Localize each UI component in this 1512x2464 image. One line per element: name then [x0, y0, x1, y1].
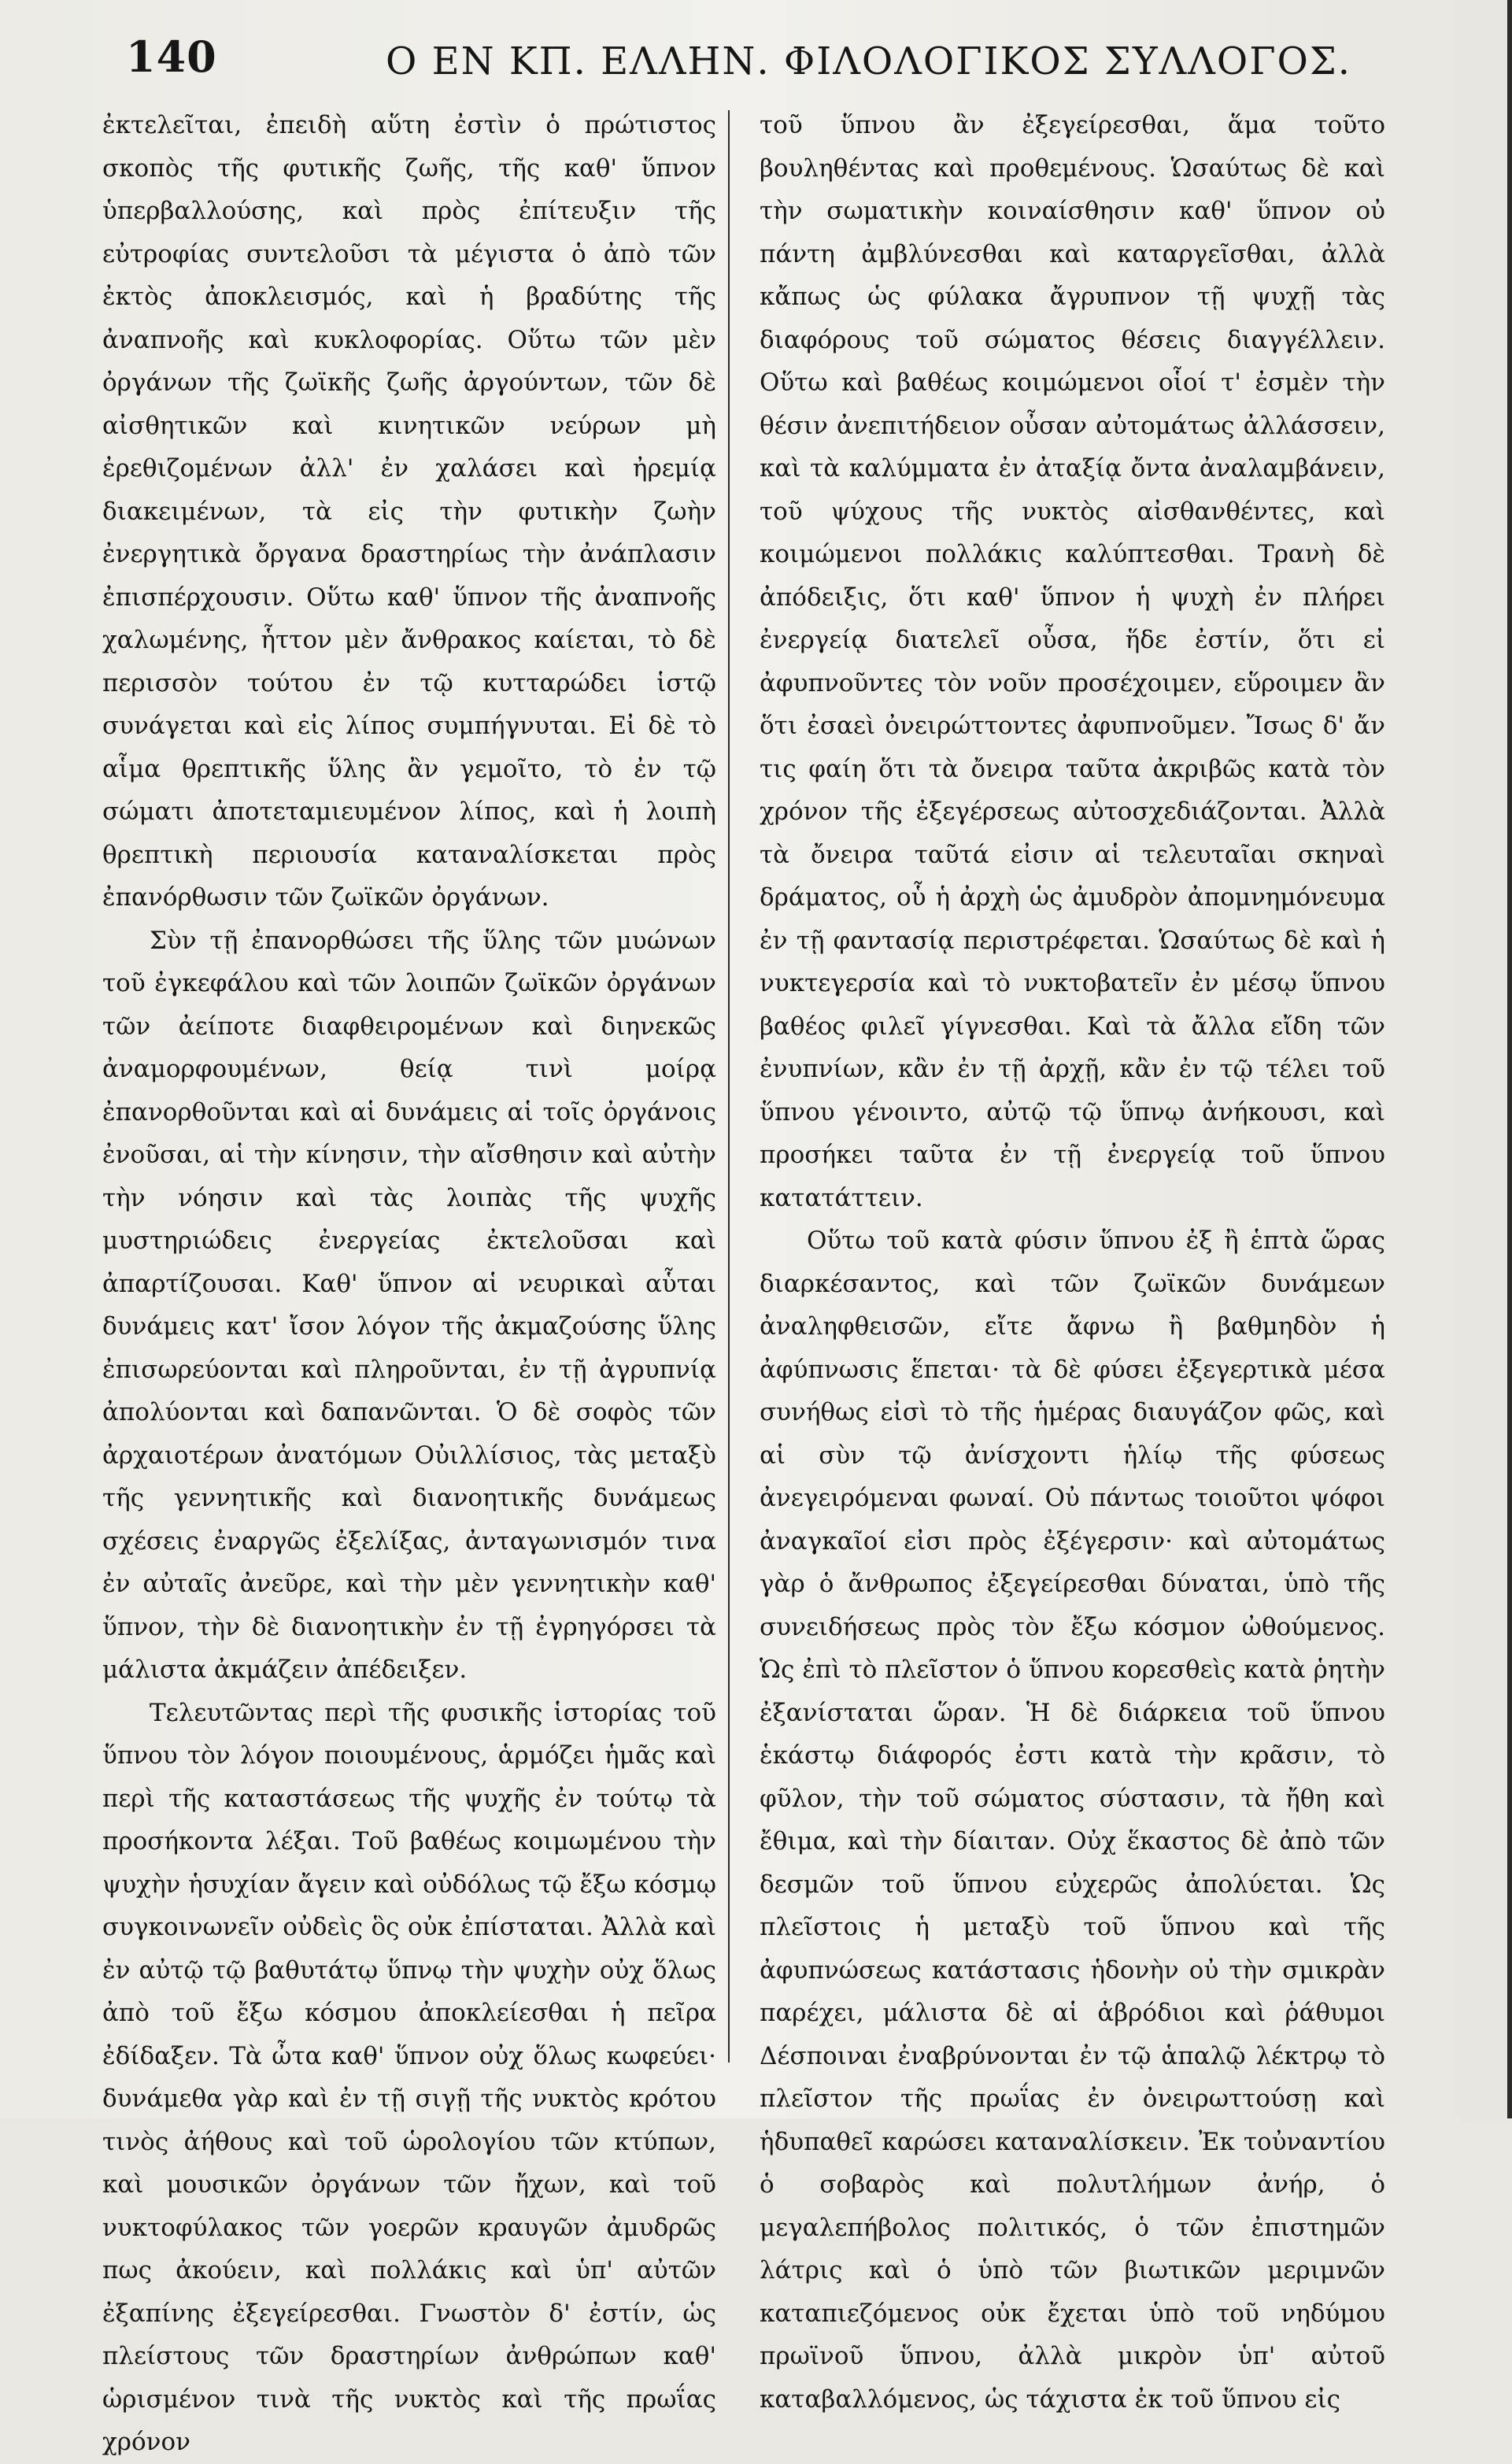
right-paragraph-2: Οὕτω τοῦ κατὰ φύσιν ὕπνου ἐξ ἢ ἑπτὰ ὥρας διαρκέσαντος, καὶ τῶν ζωϊκῶν δυνάμεων ἀναληφθεισῶν, εἴτε ἄφνω ἢ βαθμηδὸν ἡ ἀφύπνωσις ἕπεται· τὰ δὲ φύσει ἐξεγερτικὰ μέσα συνήθως εἰσὶ τὸ τῆς ἡμέρας διαυγάζον φῶς, καὶ αἱ σὺν τῷ ἀνίσχοντι ἡλίῳ τῆς φύσεως ἀνεγειρόμεναι φωναί. Οὐ πάντως τοιοῦτοι ψόφοι ἀναγκαῖοί εἰσι πρὸς ἐξέγερσιν· καὶ αὐτομάτως γὰρ ὁ ἄνθρωπος ἐξεγείρεσθαι δύναται, ὑπὸ τῆς συνειδήσεως πρὸς τὸν ἔξω κόσμον ὠθούμενος. Ὡς ἐπὶ τὸ πλεῖστον ὁ ὕπνου κορεσθεὶς κατὰ ῥητὴν ἐξανίσταται ὥραν. Ἡ δὲ διάρκεια τοῦ ὕπνου ἑκάστῳ διάφορός ἐστι κατὰ τὴν κρᾶσιν, τὸ φῦλον, τὴν τοῦ σώματος σύστασιν, τὰ ἤθη καὶ ἔθιμα, καὶ τὴν δίαιταν. Οὐχ ἕκαστος δὲ ἀπὸ τῶν δεσμῶν τοῦ ὕπνου εὐχερῶς ἀπολύεται. Ὡς πλεῖστοις ἡ μεταξὺ τοῦ ὕπνου καὶ τῆς ἀφυπνώσεως κατάστασις ἡδονὴν οὐ τὴν σμικρὰν παρέχει, μάλιστα δὲ αἱ ἁβρόδιοι καὶ ῥάθυμοι Δέσποιναι ἐναβρύνονται ἐν τῷ ἁπαλῷ λέκτρῳ τὸ πλεῖστον τῆς πρωΐας ἐν ὀνειρωττούσῃ καὶ ἡδυπαθεῖ καρώσει καταναλίσκειν. Ἐκ τοὐναντίου ὁ σοβαρὸς καὶ πολυτλήμων ἀνήρ, ὁ μεγαλεπήβολος πολιτικός, ὁ τῶν ἐπιστημῶν λάτρις καὶ ὁ ὑπὸ τῶν βιωτικῶν μεριμνῶν καταπιεζόμενος οὐκ ἔχεται ὑπὸ τοῦ νηδύμου πρωϊνοῦ ὕπνου, ἀλλὰ μικρὸν ὑπ' αὐτοῦ καταβαλλόμενος, ὡς τάχιστα ἐκ τοῦ ὕπνου εἰς — [760, 1226, 1385, 2414]
left-paragraph-1: ἐκτελεῖται, ἐπειδὴ αὕτη ἐστὶν ὁ πρώτιστος σκοπὸς τῆς φυτικῆς ζωῆς, τῆς καθ' ὕπνον ὑπερβαλλούσης, καὶ πρὸς ἐπίτευξιν τῆς εὐτροφίας συντελοῦσι τὰ μέγιστα ὁ ἀπὸ τῶν ἐκτὸς ἀποκλεισμός, καὶ ἡ βραδύτης τῆς ἀναπνοῆς καὶ κυκλοφορίας. Οὕτω τῶν μὲν ὀργάνων τῆς ζωϊκῆς ζωῆς ἀργούντων, τῶν δὲ αἰσθητικῶν καὶ κινητικῶν νεύρων μὴ ἐρεθιζομένων ἀλλ' ἐν χαλάσει καὶ ἠρεμίᾳ διακειμένων, τὰ εἰς τὴν φυτικὴν ζωὴν ἐνεργητικὰ ὄργανα δραστηρίως τὴν ἀνάπλασιν ἐπισπέρχουσιν. Οὕτω καθ' ὕπνον τῆς ἀναπνοῆς χαλωμένης, ἧττον μὲν ἄνθρακος καίεται, τὸ δὲ περισσὸν τούτου ἐν τῷ κυτταρώδει ἱστῷ συνάγεται καὶ εἰς λίπος συμπήγνυται. Εἰ δὲ τὸ αἷμα θρεπτικῆς ὕλης ἂν γεμοῖτο, τὸ ἐν τῷ σώματι ἀποτεταμιευμένον λίπος, καὶ ἡ λοιπὴ θρεπτικὴ περιουσία καταναλίσκεται πρὸς ἐπανόρθωσιν τῶν ζωϊκῶν ὀργάνων. — [102, 111, 716, 912]
page-header — [126, 31, 1352, 94]
left-column — [102, 104, 716, 2464]
running-head: Ο ΕΝ ΚΠ. ΕΛΛΗΝ. ΦΙΛΟΛΟΓΙΚΟΣ ΣΥΛΛΟΓΟΣ. — [386, 39, 1352, 83]
page-number: 140 — [126, 31, 217, 82]
left-paragraph-3: Τελευτῶντας περὶ τῆς φυσικῆς ἱστορίας τοῦ ὕπνου τὸν λόγον ποιουμένους, ἁρμόζει ἡμᾶς καὶ περὶ τῆς καταστάσεως τῆς ψυχῆς ἐν τούτῳ τὰ προσήκοντα λέξαι. Τοῦ βαθέως κοιμωμένου τὴν ψυχὴν ἡσυχίαν ἄγειν καὶ οὐδόλως τῷ ἔξω κόσμῳ συγκοινωνεῖν οὐδεὶς ὃς οὐκ ἐπίσταται. Ἀλλὰ καὶ ἐν αὐτῷ τῷ βαθυτάτῳ ὕπνῳ τὴν ψυχὴν οὐχ ὅλως ἀπὸ τοῦ ἔξω κόσμου ἀποκλείεσθαι ἡ πεῖρα ἐδίδαξεν. Τὰ ὦτα καθ' ὕπνον οὐχ ὅλως κωφεύει· δυνάμεθα γὰρ καὶ ἐν τῇ σιγῇ τῆς νυκτὸς κρότου τινὸς ἀήθους καὶ τοῦ ὡρολογίου τῶν κτύπων, καὶ μουσικῶν ὀργάνων τῶν ἤχων, καὶ τοῦ νυκτοφύλακος τῶν γοερῶν κραυγῶν ἀμυδρῶς πως ἀκούειν, καὶ πολλάκις καὶ ὑπ' αὐτῶν ἐξαπίνης ἐξεγείρεσθαι. Γνωστὸν δ' ἐστίν, ὡς πλείστους τῶν δραστηρίων ἀνθρώπων καθ' ὡρισμένον τινὰ τῆς νυκτὸς καὶ τῆς πρωΐας χρόνον — [102, 1698, 716, 2456]
column-divider — [728, 110, 730, 2063]
left-paragraph-2: Σὺν τῇ ἐπανορθώσει τῆς ὕλης τῶν μυώνων τοῦ ἐγκεφάλου καὶ τῶν λοιπῶν ζωϊκῶν ὀργάνων τῶν ἀείποτε διαφθειρομένων καὶ διηνεκῶς ἀναμορφουμένων, θείᾳ τινὶ μοίρᾳ ἐπανορθοῦνται καὶ αἱ δυνάμεις αἱ τοῖς ὀργάνοις ἐνοῦσαι, αἱ τὴν κίνησιν, τὴν αἴσθησιν καὶ αὐτὴν τὴν νόησιν καὶ τὰς λοιπὰς τῆς ψυχῆς μυστηριώδεις ἐνεργείας ἐκτελοῦσαι καὶ ἀπαρτίζουσαι. Καθ' ὕπνον αἱ νευρικαὶ αὗται δυνάμεις κατ' ἴσον λόγον τῆς ἀκμαζούσης ὕλης ἐπισωρεύονται καὶ πληροῦνται, ἐν τῇ ἀγρυπνίᾳ ἀπολύονται καὶ δαπανῶνται. Ὁ δὲ σοφὸς τῶν ἀρχαιοτέρων ἀνατόμων Οὐιλλίσιος, τὰς μεταξὺ τῆς γεννητικῆς καὶ διανοητικῆς δυνάμεως σχέσεις ἐναργῶς ἐξελίξας, ἀνταγωνισμόν τινα ἐν αὐταῖς ἀνεῦρε, καὶ τὴν μὲν γεννητικὴν καθ' ὕπνον, τὴν δὲ διανοητικὴν ἐν τῇ ἐγρηγόρσει τὰ μάλιστα ἀκμάζειν ἀπέδειξεν. — [102, 926, 716, 1684]
page-edge-shadow — [1507, 0, 1512, 2118]
right-paragraph-1: τοῦ ὕπνου ἂν ἐξεγείρεσθαι, ἅμα τοῦτο βουληθέντας καὶ προθεμένους. Ὡσαύτως δὲ καὶ τὴν σωματικὴν κοιναίσθησιν καθ' ὕπνον οὐ πάντη ἀμβλύνεσθαι καὶ καταργεῖσθαι, ἀλλὰ κἄπως ὡς φύλακα ἄγρυπνον τῇ ψυχῇ τὰς διαφόρους τοῦ σώματος θέσεις διαγγέλλειν. Οὕτω καὶ βαθέως κοιμώμενοι οἷοί τ' ἐσμὲν τὴν θέσιν ἀνεπιτήδειον οὖσαν αὐτομάτως ἀλλάσσειν, καὶ τὰ καλύμματα ἐν ἀταξίᾳ ὄντα ἀναλαμβάνειν, τοῦ ψύχους τῆς νυκτὸς αἰσθανθέντες, καὶ κοιμώμενοι πολλάκις καλύπτεσθαι. Τρανὴ δὲ ἀπόδειξις, ὅτι καθ' ὕπνον ἡ ψυχὴ ἐν πλήρει ἐνεργείᾳ διατελεῖ οὖσα, ἥδε ἐστίν, ὅτι εἰ ἀφυπνοῦντες τὸν νοῦν προσέχοιμεν, εὕροιμεν ἂν ὅτι ἐσαεὶ ὀνειρώττοντες ἀφυπνοῦμεν. Ἴσως δ' ἄν τις φαίη ὅτι τὰ ὄνειρα ταῦτα ἀκριβῶς κατὰ τὸν χρόνον τῆς ἐξεγέρσεως αὐτοσχεδιάζονται. Ἀλλὰ τὰ ὄνειρα ταῦτά εἰσιν αἱ τελευταῖαι σκηναὶ δράματος, οὗ ἡ ἀρχὴ ὡς ἀμυδρὸν ἀπομνημόνευμα ἐν τῇ φαντασίᾳ περιστρέφεται. Ὡσαύτως δὲ καὶ ἡ νυκτεγερσία καὶ τὸ νυκτοβατεῖν ἐν μέσῳ ὕπνου βαθέος φιλεῖ γίγνεσθαι. Καὶ τὰ ἄλλα εἴδη τῶν ἐνυπνίων, κἂν ἐν τῇ ἀρχῇ, κἂν ἐν τῷ τέλει τοῦ ὕπνου γένοιντο, αὐτῷ τῷ ὕπνῳ ἀνήκουσι, καὶ προσήκει ταῦτα ἐν τῇ ἐνεργείᾳ τοῦ ὕπνου κατατάττειν. — [760, 111, 1385, 1212]
right-column — [760, 104, 1385, 2421]
